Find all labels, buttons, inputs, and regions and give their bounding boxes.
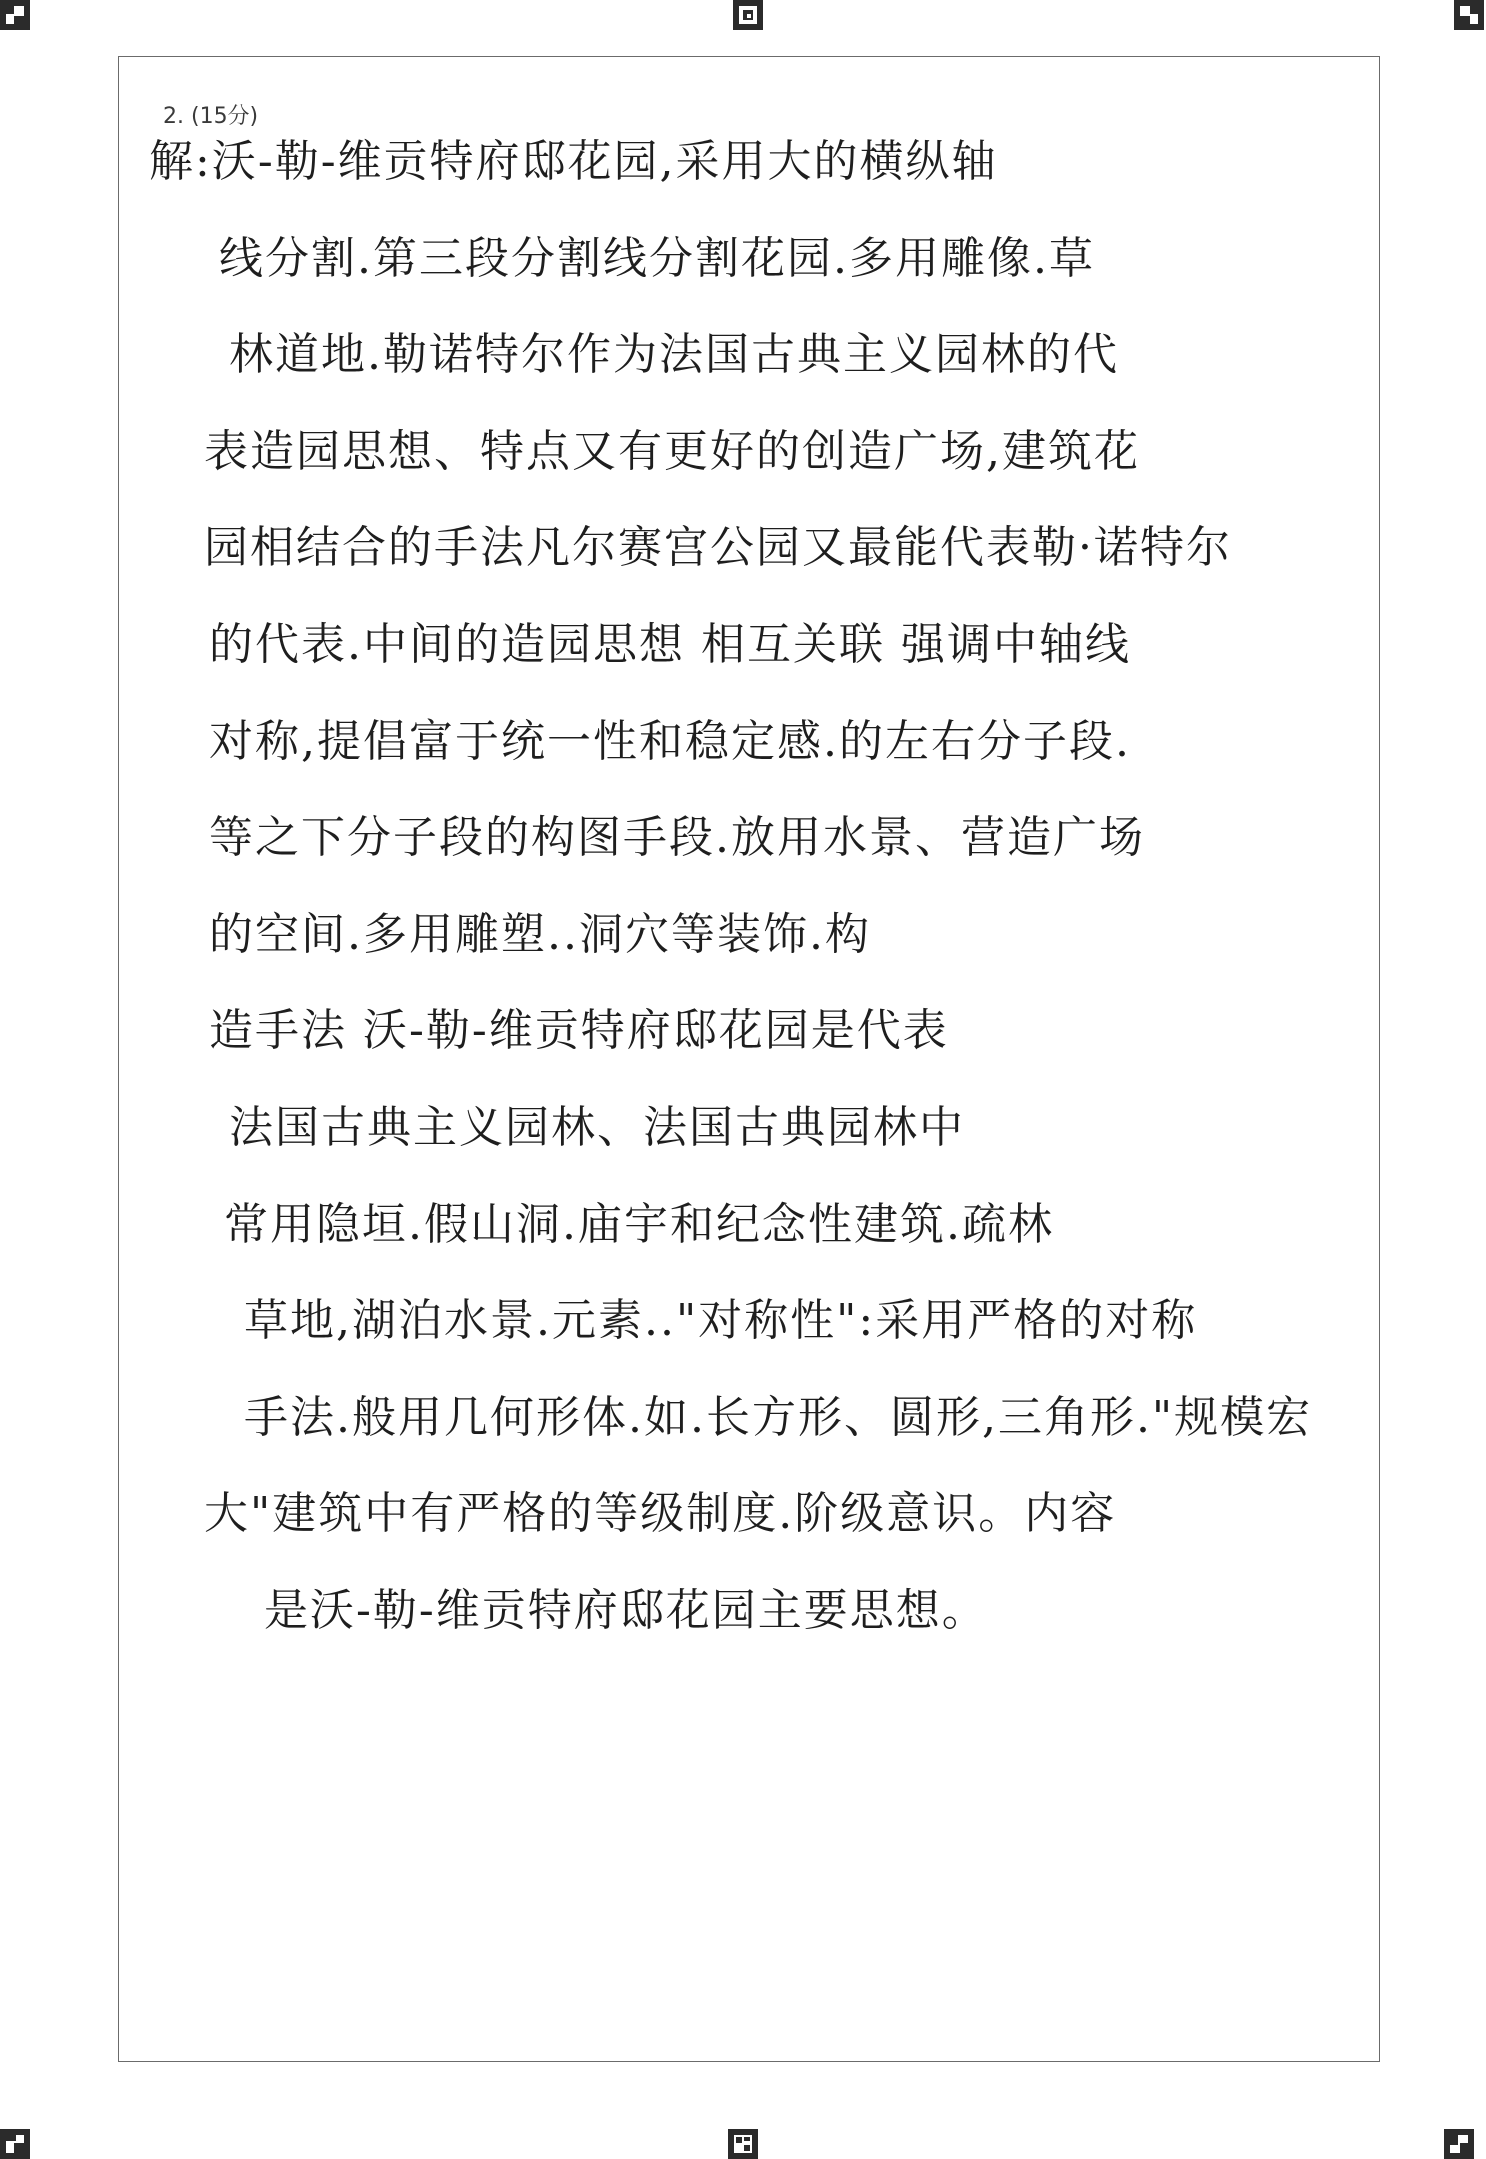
answer-line: 等之下分子段的构图手段.放用水景、营造广场: [209, 813, 1145, 864]
answer-line: 对称,提倡富于统一性和稳定感.的左右分子段.: [209, 716, 1131, 767]
answer-line: 林道地.勒诺特尔作为法国古典主义园林的代: [229, 330, 1119, 381]
answer-line: 造手法 沃-勒-维贡特府邸花园是代表: [209, 1006, 949, 1057]
answer-line: 常用隐垣.假山洞.庙宇和纪念性建筑.疏林: [224, 1199, 1054, 1250]
answer-line: 表造园思想、特点又有更好的创造广场,建筑花: [204, 426, 1140, 477]
answer-line: 手法.般用几何形体.如.长方形、圆形,三角形."规模宏: [244, 1392, 1313, 1443]
answer-line: 的代表.中间的造园思想 相互关联 强调中轴线: [209, 619, 1131, 670]
answer-line: 的空间.多用雕塑..洞穴等装饰.构: [209, 909, 871, 960]
question-label: 2. (15分): [163, 104, 259, 129]
answer-box: [118, 56, 1380, 2062]
registration-marker-bottom-left: [0, 2129, 30, 2159]
answer-line: 是沃-勒-维贡特府邸花园主要思想。: [264, 1585, 988, 1636]
registration-marker-top-center: [733, 0, 763, 30]
answer-line: 解:沃-勒-维贡特府邸花园,采用大的横纵轴: [149, 137, 998, 187]
answer-line: 线分割.第三段分割线分割花园.多用雕像.草: [219, 233, 1095, 284]
handwritten-answer: [149, 137, 1369, 1683]
registration-marker-top-left: [0, 0, 30, 30]
registration-marker-bottom-center: [728, 2129, 758, 2159]
registration-marker-bottom-right: [1444, 2129, 1474, 2159]
answer-line: 草地,湖泊水景.元素.."对称性":采用严格的对称: [244, 1296, 1198, 1347]
answer-line: 大"建筑中有严格的等级制度.阶级意识。内容: [204, 1489, 1117, 1540]
registration-marker-top-right: [1454, 0, 1484, 30]
answer-line: 法国古典主义园林、法国古典园林中: [229, 1102, 965, 1153]
answer-line: 园相结合的手法凡尔赛宫公园又最能代表勒·诺特尔: [204, 523, 1232, 574]
